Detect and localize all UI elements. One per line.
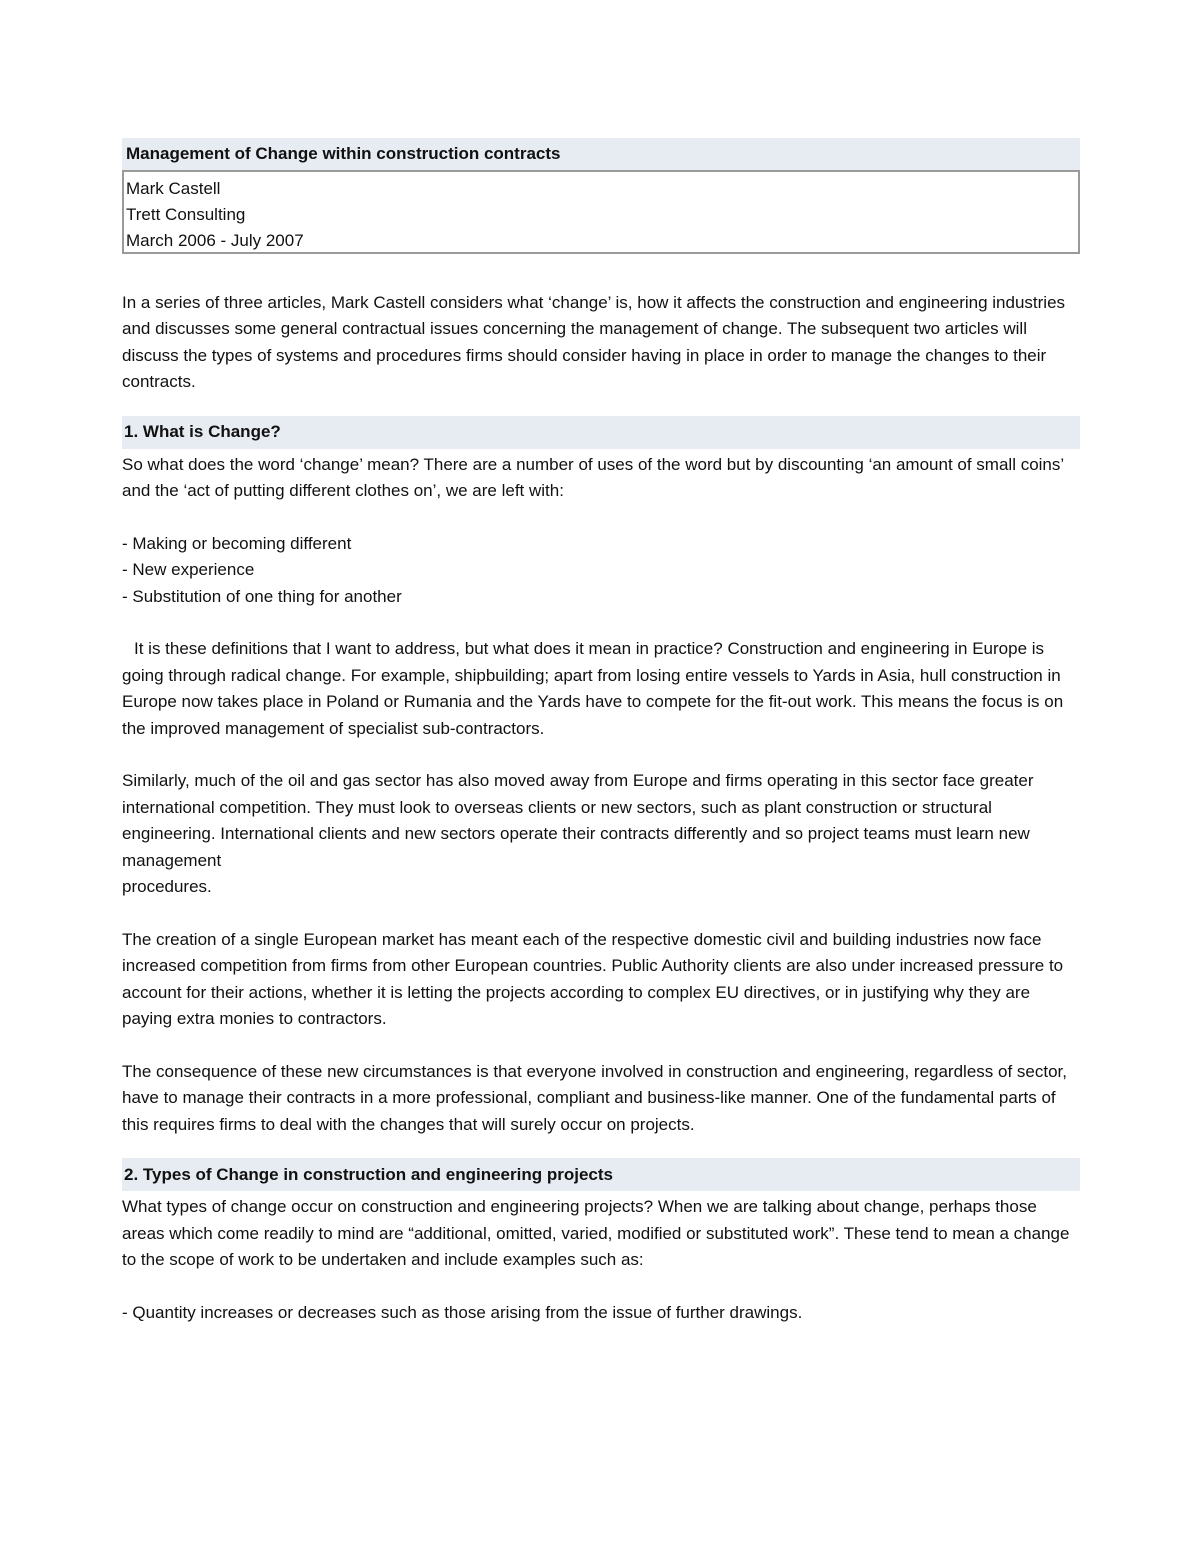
section-1-lead-paragraph: So what does the word ‘change’ mean? There are a number of uses of the word but by discounting ‘an amount of small coins’ and the ‘act of putting different clothes on’, we are left with: [122,454,1064,501]
document-title-bar [122,138,1080,170]
list-item: - Substitution of one thing for another [122,586,402,606]
section-1-paragraph-practice: It is these definitions that I want to address, but what does it mean in practice? Construction and engineering in Europe is going through radical change. For example, shipbuilding; apart from losing entire vessels to Yards in Asia, hull construction in Europe now takes place in Poland or Rumania and the Yards have to compete for the fit-out work. This means the focus is on the improved management of specialist sub-contractors. [122,639,1064,738]
section-2-lead-paragraph: What types of change occur on construction and engineering projects? When we are talking about change, perhaps those areas which come readily to mind are “additional, omitted, varied, modified or substituted work”. These tend to mean a change to the scope of work to be undertaken and include examples such as: [122,1197,1070,1269]
section-1-paragraph-consequence: The consequence of these new circumstances is that everyone involved in construction and engineering, regardless of sector, have to manage their contracts in a more professional, compliant and business-like manner. One of the fundamental parts of this requires firms to deal with the changes that will surely occur on projects. [122,1061,1067,1134]
author-info-box [122,170,1080,254]
section-2-heading: 2. Types of Change in construction and engineering projects [124,1164,613,1184]
section-1-heading-bar [122,416,1080,449]
intro-paragraph: In a series of three articles, Mark Castell considers what ‘change’ is, how it affects the construction and engineering industries and discusses some general contractual issues concerning the management of change. The subsequent two articles will discuss the types of systems and procedures firms should consider having in place in order to manage the changes to their contracts. [122,293,1066,392]
definitions-list [122,531,1080,610]
section-1-paragraph-oil-gas-end: procedures. [122,877,212,897]
change-examples-list [122,1300,1080,1326]
section-1-paragraph-european-market: The creation of a single European market has meant each of the respective domestic civil and building industries now face increased competition from firms from other European countries. Public Authority clients are also under increased pressure to account for their actions, whether it is letting the projects according to complex EU directives, or in justifying why they are paying extra monies to contractors. [122,929,1064,1029]
author-organisation: Trett Consulting [126,205,246,224]
author-name: Mark Castell [126,179,221,198]
document-title: Management of Change within construction contracts [126,144,561,163]
section-1-heading: 1. What is Change? [124,422,281,442]
list-item: - New experience [122,560,255,580]
document-page [122,138,1080,1326]
section-2-heading-bar [122,1158,1080,1191]
section-1-paragraph-oil-gas: Similarly, much of the oil and gas sector has also moved away from Europe and firms operating in this sector face greater international competition. They must look to overseas clients or new sectors, such as plant construction or structural engineering. International clients and new sectors operate their contracts differently and so project teams must learn new management [122,771,1034,870]
publication-date-range: March 2006 - July 2007 [126,231,304,250]
list-item: - Quantity increases or decreases such as those arising from the issue of further drawings. [122,1302,803,1322]
list-item: - Making or becoming different [122,533,352,553]
